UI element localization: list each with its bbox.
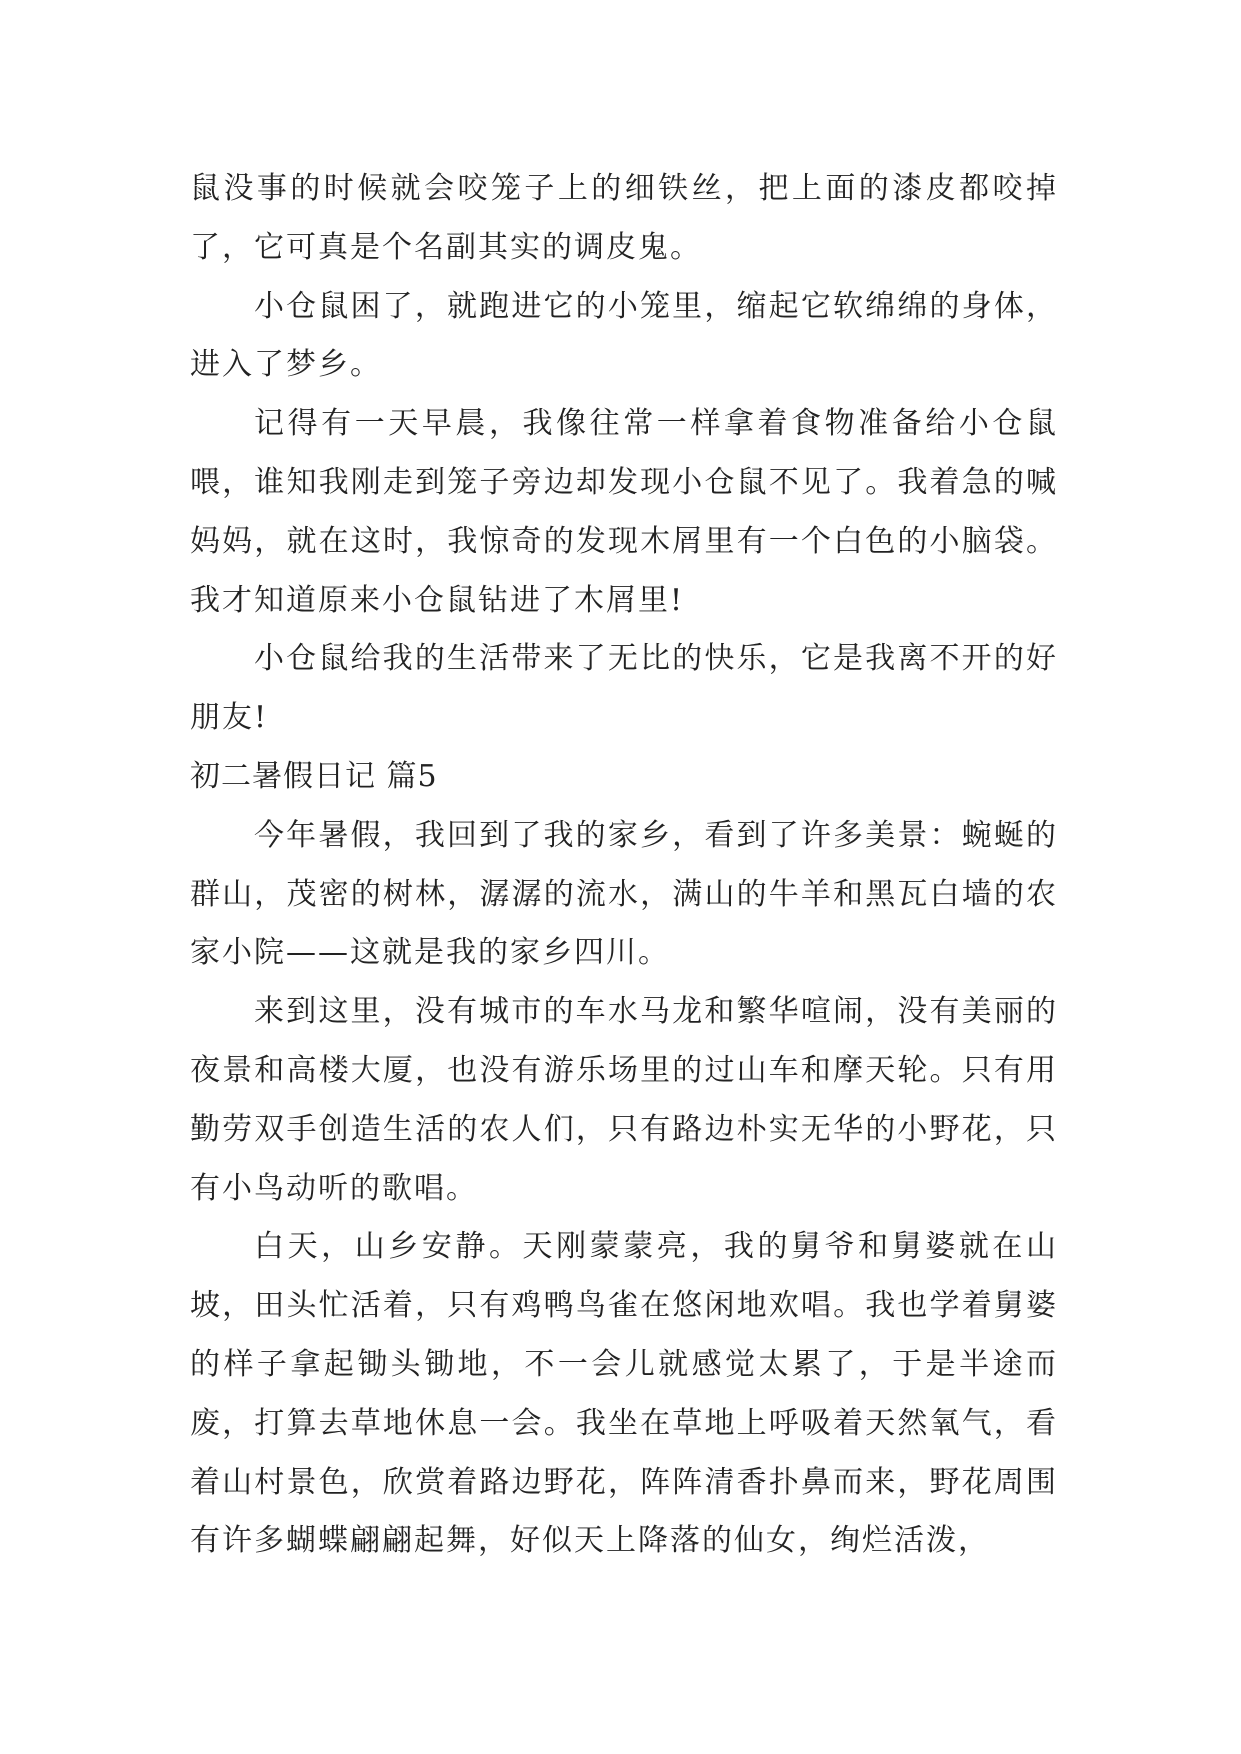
paragraph: 小仓鼠困了，就跑进它的小笼里，缩起它软绵绵的身体，进入了梦乡。 — [190, 288, 1058, 383]
paragraph: 来到这里，没有城市的车水马龙和繁华喧闹，没有美丽的夜景和高楼大厦，也没有游乐场里的过山车和摩天轮。只有用勤劳双手创造生活的农人们，只有路边朴实无华的小野花，只有小鸟动听的歌唱。 — [190, 994, 1058, 1206]
paragraph: 白天，山乡安静。天刚蒙蒙亮，我的舅爷和舅婆就在山坡，田头忙活着，只有鸡鸭鸟雀在悠闲地欢唱。我也学着舅婆的样子拿起锄头锄地，不一会儿就感觉太累了，于是半途而废，打算去草地休息一会。我坐在草地上呼吸着天然氧气，看着山村景色，欣赏着路边野花，阵阵清香扑鼻而来，野花周围有许多蝴蝶翩翩起舞，好似天上降落的仙女，绚烂活泼， — [190, 1229, 1058, 1559]
section-heading: 初二暑假日记 篇5 — [190, 758, 438, 794]
paragraph-continuation: 鼠没事的时候就会咬笼子上的细铁丝，把上面的漆皮都咬掉了，它可真是个名副其实的调皮鬼。 — [190, 171, 1058, 265]
document-body — [190, 160, 1058, 1571]
paragraph: 今年暑假，我回到了我的家乡，看到了许多美景：蜿蜒的群山，茂密的树林，潺潺的流水，满山的牛羊和黑瓦白墙的农家小院——这就是我的家乡四川。 — [190, 817, 1058, 971]
paragraph: 小仓鼠给我的生活带来了无比的快乐，它是我离不开的好朋友! — [190, 641, 1058, 736]
paragraph: 记得有一天早晨，我像往常一样拿着食物准备给小仓鼠喂，谁知我刚走到笼子旁边却发现小仓鼠不见了。我着急的喊妈妈，就在这时，我惊奇的发现木屑里有一个白色的小脑袋。我才知道原来小仓鼠钻进了木屑里! — [190, 406, 1058, 618]
